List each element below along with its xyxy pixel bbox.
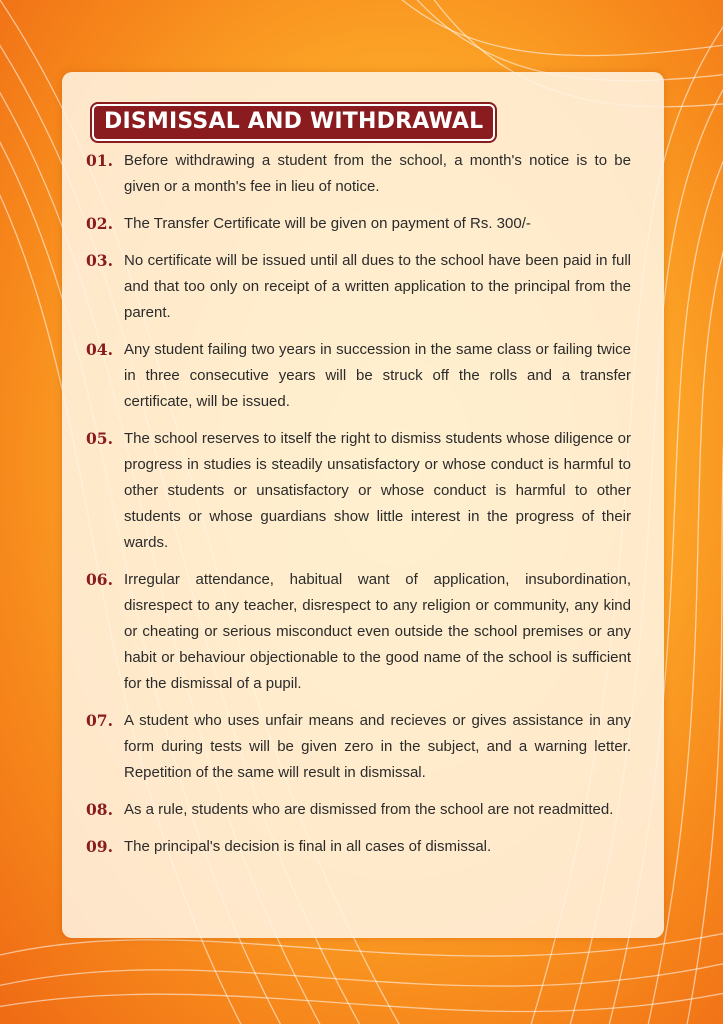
rule-number: 01.	[86, 151, 113, 170]
rule-number: 08.	[86, 800, 113, 819]
rule-number: 05.	[86, 429, 113, 448]
list-item	[86, 567, 631, 697]
list-item	[86, 708, 631, 786]
list-item	[86, 426, 631, 556]
list-item	[86, 148, 631, 200]
rule-text: As a rule, students who are dismissed from the school are not readmitted.	[124, 801, 614, 818]
list-item	[86, 797, 631, 823]
rule-number: 02.	[86, 214, 113, 233]
rule-text: The Transfer Certificate will be given on payment of Rs. 300/-	[124, 215, 531, 232]
rule-text: Irregular attendance, habitual want of application, insubordination, disrespect to any teacher, disrespect to any religion or community, any kind or cheating or serious misconduct even outside the school premises or any habit or behaviour objectionable to the good name of the school is sufficient for the dismissal of a pupil.	[124, 571, 631, 692]
rule-number: 06.	[86, 570, 113, 589]
rule-number: 07.	[86, 711, 113, 730]
rule-text: A student who uses unfair means and recieves or gives assistance in any form during tests will be given zero in the subject, and a warning letter. Repetition of the same will result in dismissal.	[124, 712, 631, 781]
rule-number: 04.	[86, 340, 113, 359]
rule-text: Before withdrawing a student from the school, a month's notice is to be given or a month's fee in lieu of notice.	[124, 152, 631, 195]
list-item	[86, 834, 631, 860]
rule-text: The school reserves to itself the right to dismiss students whose diligence or progress in studies is steadily unsatisfactory or whose conduct is harmful to other students or unsatisfactory or whose conduct is harmful to other students or whose guardians show little interest in the progress of their wards.	[124, 430, 631, 551]
rules-list	[86, 148, 631, 871]
list-item	[86, 211, 631, 237]
list-item	[86, 337, 631, 415]
rule-text: The principal's decision is final in all cases of dismissal.	[124, 838, 492, 855]
rule-text: Any student failing two years in succession in the same class or failing twice in three consecutive years will be struck off the rolls and a transfer certificate, will be issued.	[124, 341, 631, 410]
list-item	[86, 248, 631, 326]
rule-number: 09.	[86, 837, 113, 856]
page-title: DISMISSAL AND WITHDRAWAL	[92, 104, 495, 141]
rule-number: 03.	[86, 251, 113, 270]
rule-text: No certificate will be issued until all dues to the school have been paid in full and that too only on receipt of a written application to the principal from the parent.	[124, 252, 631, 321]
